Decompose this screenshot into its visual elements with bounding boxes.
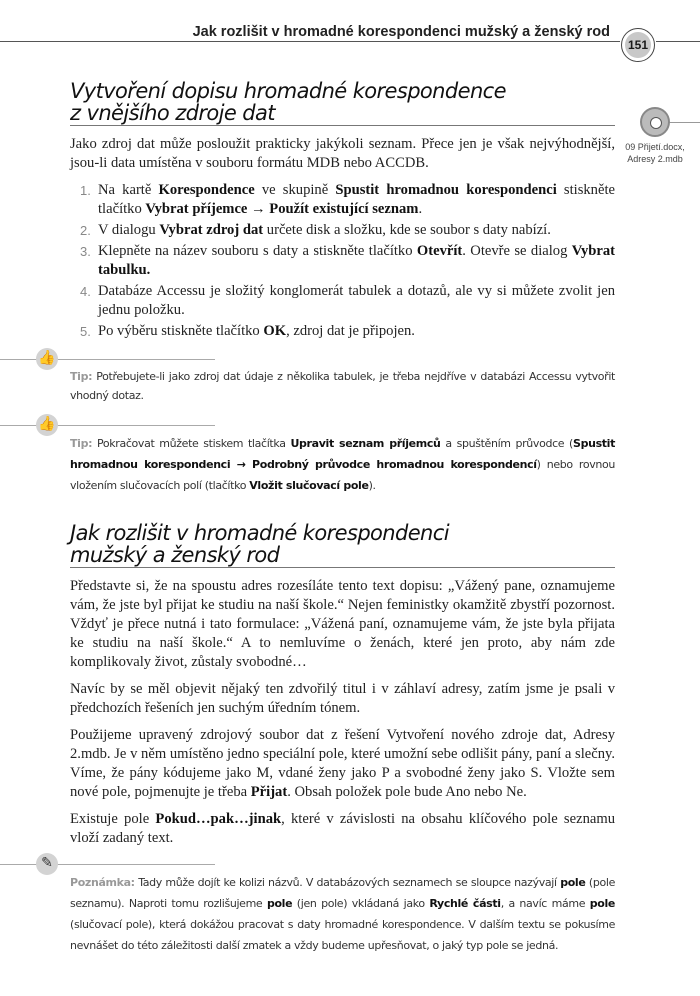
- text-run: .: [418, 201, 423, 217]
- paragraph: [70, 577, 615, 672]
- note-rule: [0, 864, 215, 865]
- bold-term: Upravit seznam příjemců: [290, 437, 441, 450]
- step-number: 5.: [80, 324, 91, 339]
- text-run: Navíc by se měl objevit nějaký ten zdvořilý titul i v záhlaví adresy, zatím jsme je psali v předchozích řešeních jen suchým úředním tónem.: [70, 681, 615, 716]
- tip-text: [70, 370, 615, 402]
- note: [70, 872, 615, 956]
- paragraph: [70, 726, 615, 802]
- tip-label: Tip:: [70, 437, 93, 450]
- paragraph: [70, 680, 615, 718]
- note-block: [41, 856, 615, 956]
- section-1-title: [70, 80, 615, 124]
- list-item: [70, 181, 615, 219]
- cd-rom-icon: [640, 107, 670, 137]
- tip-2-block: [38, 417, 616, 496]
- bold-term: OK: [263, 323, 287, 339]
- title-line-2: mužský a ženský rod: [70, 543, 280, 567]
- bold-term: Otevřít: [416, 243, 463, 259]
- bold-term: Pokud…pak…jinak: [155, 811, 282, 827]
- section-2: [70, 522, 615, 848]
- bold-term: Vybrat příjemce → Použít existující seznam: [145, 201, 419, 217]
- title-line-1: Vytvoření dopisu hromadné korespondence: [70, 79, 506, 103]
- text-run: ).: [368, 479, 376, 492]
- text-run: určete disk a složku, kde se soubor s daty nabízí.: [263, 222, 551, 238]
- text-run: (slučovací pole), která dokážou pracovat s daty hromadné korespondence. V dalším textu se pokusíme nevnášet do této záležitosti další zmatek a vždy budeme upřesňovat, o jaký typ pole se jedná.: [70, 918, 615, 952]
- text-run: Na kartě: [98, 182, 159, 198]
- text-run: . Otevře se dialog: [462, 243, 572, 259]
- bold-term: Spustit hromadnou korespondenci → Podrobný průvodce hromadnou korespondencí: [70, 437, 616, 471]
- thumbs-up-icon: 👍: [36, 348, 58, 370]
- note-text: [70, 876, 615, 952]
- text-run: Tady může dojít ke kolizi názvů. V databázových seznamech se sloupce nazývají: [134, 876, 561, 889]
- bold-term: Spustit hromadnou korespondenci: [335, 182, 557, 198]
- title-line-2: z vnějšího zdroje dat: [70, 101, 275, 125]
- text-run: ve skupině: [254, 182, 336, 198]
- bold-term: Přijat: [250, 784, 288, 800]
- section-2-body: [70, 577, 615, 848]
- steps-list: [70, 181, 615, 341]
- bold-term: Vybrat zdroj dat: [159, 222, 264, 238]
- paragraph: [70, 810, 615, 848]
- bold-term: Rychlé části: [429, 897, 501, 910]
- text-run: , které v závislosti na obsahu klíčového pole seznamu vloží zadaný text.: [70, 811, 615, 846]
- tip-1-rule: [0, 359, 215, 360]
- text-run: (jen pole) vkládaná jako: [292, 897, 430, 910]
- text-run: stiskněte tlačítko: [98, 182, 615, 217]
- step-number: 3.: [80, 244, 91, 259]
- bold-term: pole: [266, 897, 293, 910]
- text-run: , zdroj dat je připojen.: [286, 323, 415, 339]
- text-run: V dialogu: [98, 222, 160, 238]
- tip-2-rule: [0, 425, 215, 426]
- sidebar-files-note: [615, 107, 695, 165]
- text-run: Potřebujete-li jako zdroj dat údaje z několika tabulek, je třeba nejdříve v databázi Accessu vytvořit vhodný dotaz.: [70, 370, 615, 402]
- text-run: , a navíc máme: [500, 897, 590, 910]
- text-run: Jako zdroj dat může posloužit prakticky jakýkoli seznam. Přece jen je však nejvýhodnější, jsou-li data umístěna v souboru formátu MDB nebo ACCDB.: [70, 136, 615, 171]
- tip-2: [70, 433, 615, 496]
- bold-term: Vybrat tabulku.: [98, 243, 615, 278]
- running-header-title: Jak rozlišit v hromadné korespondenci mužský a ženský rod: [192, 24, 610, 40]
- step-number: 1.: [80, 183, 91, 198]
- tip-1: [70, 367, 615, 405]
- sidebar-files: 09 Přijetí.docx, Adresy 2.mdb: [625, 142, 685, 164]
- list-item: [70, 322, 615, 341]
- section-1-rule: [70, 125, 615, 126]
- list-item: [70, 221, 615, 240]
- text-run: Po výběru stiskněte tlačítko: [98, 323, 264, 339]
- text-run: Použijeme upravený zdrojový soubor dat z řešení Vytvoření nového zdroje dat, Adresy 2.mdb. Je v něm umístěno jedno speciální pole, které umožní sebe odlišit pány, paní a slečny. Víme, že pány kódujeme jako M, vdané ženy jako P a svobodné ženy jako S. Vložte sem nové pole, pojmenujte je třeba: [70, 727, 615, 800]
- text-run: . Obsah položek pole bude Ano nebo Ne.: [287, 784, 527, 800]
- text-run: a spuštěním průvodce (: [440, 437, 573, 450]
- pencil-icon: ✎: [36, 853, 58, 875]
- bold-term: Korespondence: [158, 182, 255, 198]
- note-label: Poznámka:: [70, 876, 135, 889]
- text-run: Existuje pole: [70, 811, 156, 827]
- tip-label: Tip:: [70, 370, 93, 383]
- text-run: (pole seznamu). Naproti tomu rozlišujeme: [70, 876, 615, 910]
- bold-term: pole: [560, 876, 586, 889]
- page-number: 151: [625, 32, 651, 58]
- main-column: [38, 0, 616, 996]
- list-item: [70, 242, 615, 280]
- text-run: Pokračovat můžete stiskem tlačítka: [92, 437, 291, 450]
- thumbs-up-icon: 👍: [36, 414, 58, 436]
- step-number: 2.: [80, 223, 91, 238]
- text-run: Představte si, že na spoustu adres rozesíláte tento text dopisu: „Vážený pane, oznamujeme vám, že jste byl přijat ke studiu na naší škole.“ Nejen feministky okamžitě zbystří pozornost. Vždyť je přece nutná i tato formulace: „Vážená paní, oznamujeme vám, že jste byla přijata ke studiu na naší škole.“ A to nemluvíme o ženách, které jen proto, aby nám zde komplikovaly život, zůstaly svobodné…: [70, 578, 615, 670]
- header-rule-right: [656, 41, 700, 42]
- text-run: Databáze Accessu je složitý konglomerát tabulek a dotazů, ale vy si můžete zvolit jen jednu položku.: [98, 283, 615, 318]
- tip-1-block: [38, 351, 615, 405]
- bold-term: Vložit slučovací pole: [249, 479, 369, 492]
- bold-term: pole: [589, 897, 615, 910]
- section-2-rule: [70, 567, 615, 568]
- text-run: Klepněte na název souboru s daty a stiskněte tlačítko: [98, 243, 417, 259]
- page-number-badge: [621, 28, 655, 62]
- section-2-title: [70, 522, 615, 566]
- list-item: [70, 282, 615, 320]
- tip-text: [70, 437, 615, 492]
- section-1: [70, 80, 615, 341]
- title-line-1: Jak rozlišit v hromadné korespondenci: [70, 521, 449, 545]
- step-number: 4.: [80, 284, 91, 299]
- text-run: ) nebo rovnou vložením slučovacích polí (tlačítko: [70, 458, 615, 492]
- intro-paragraph: [70, 135, 615, 173]
